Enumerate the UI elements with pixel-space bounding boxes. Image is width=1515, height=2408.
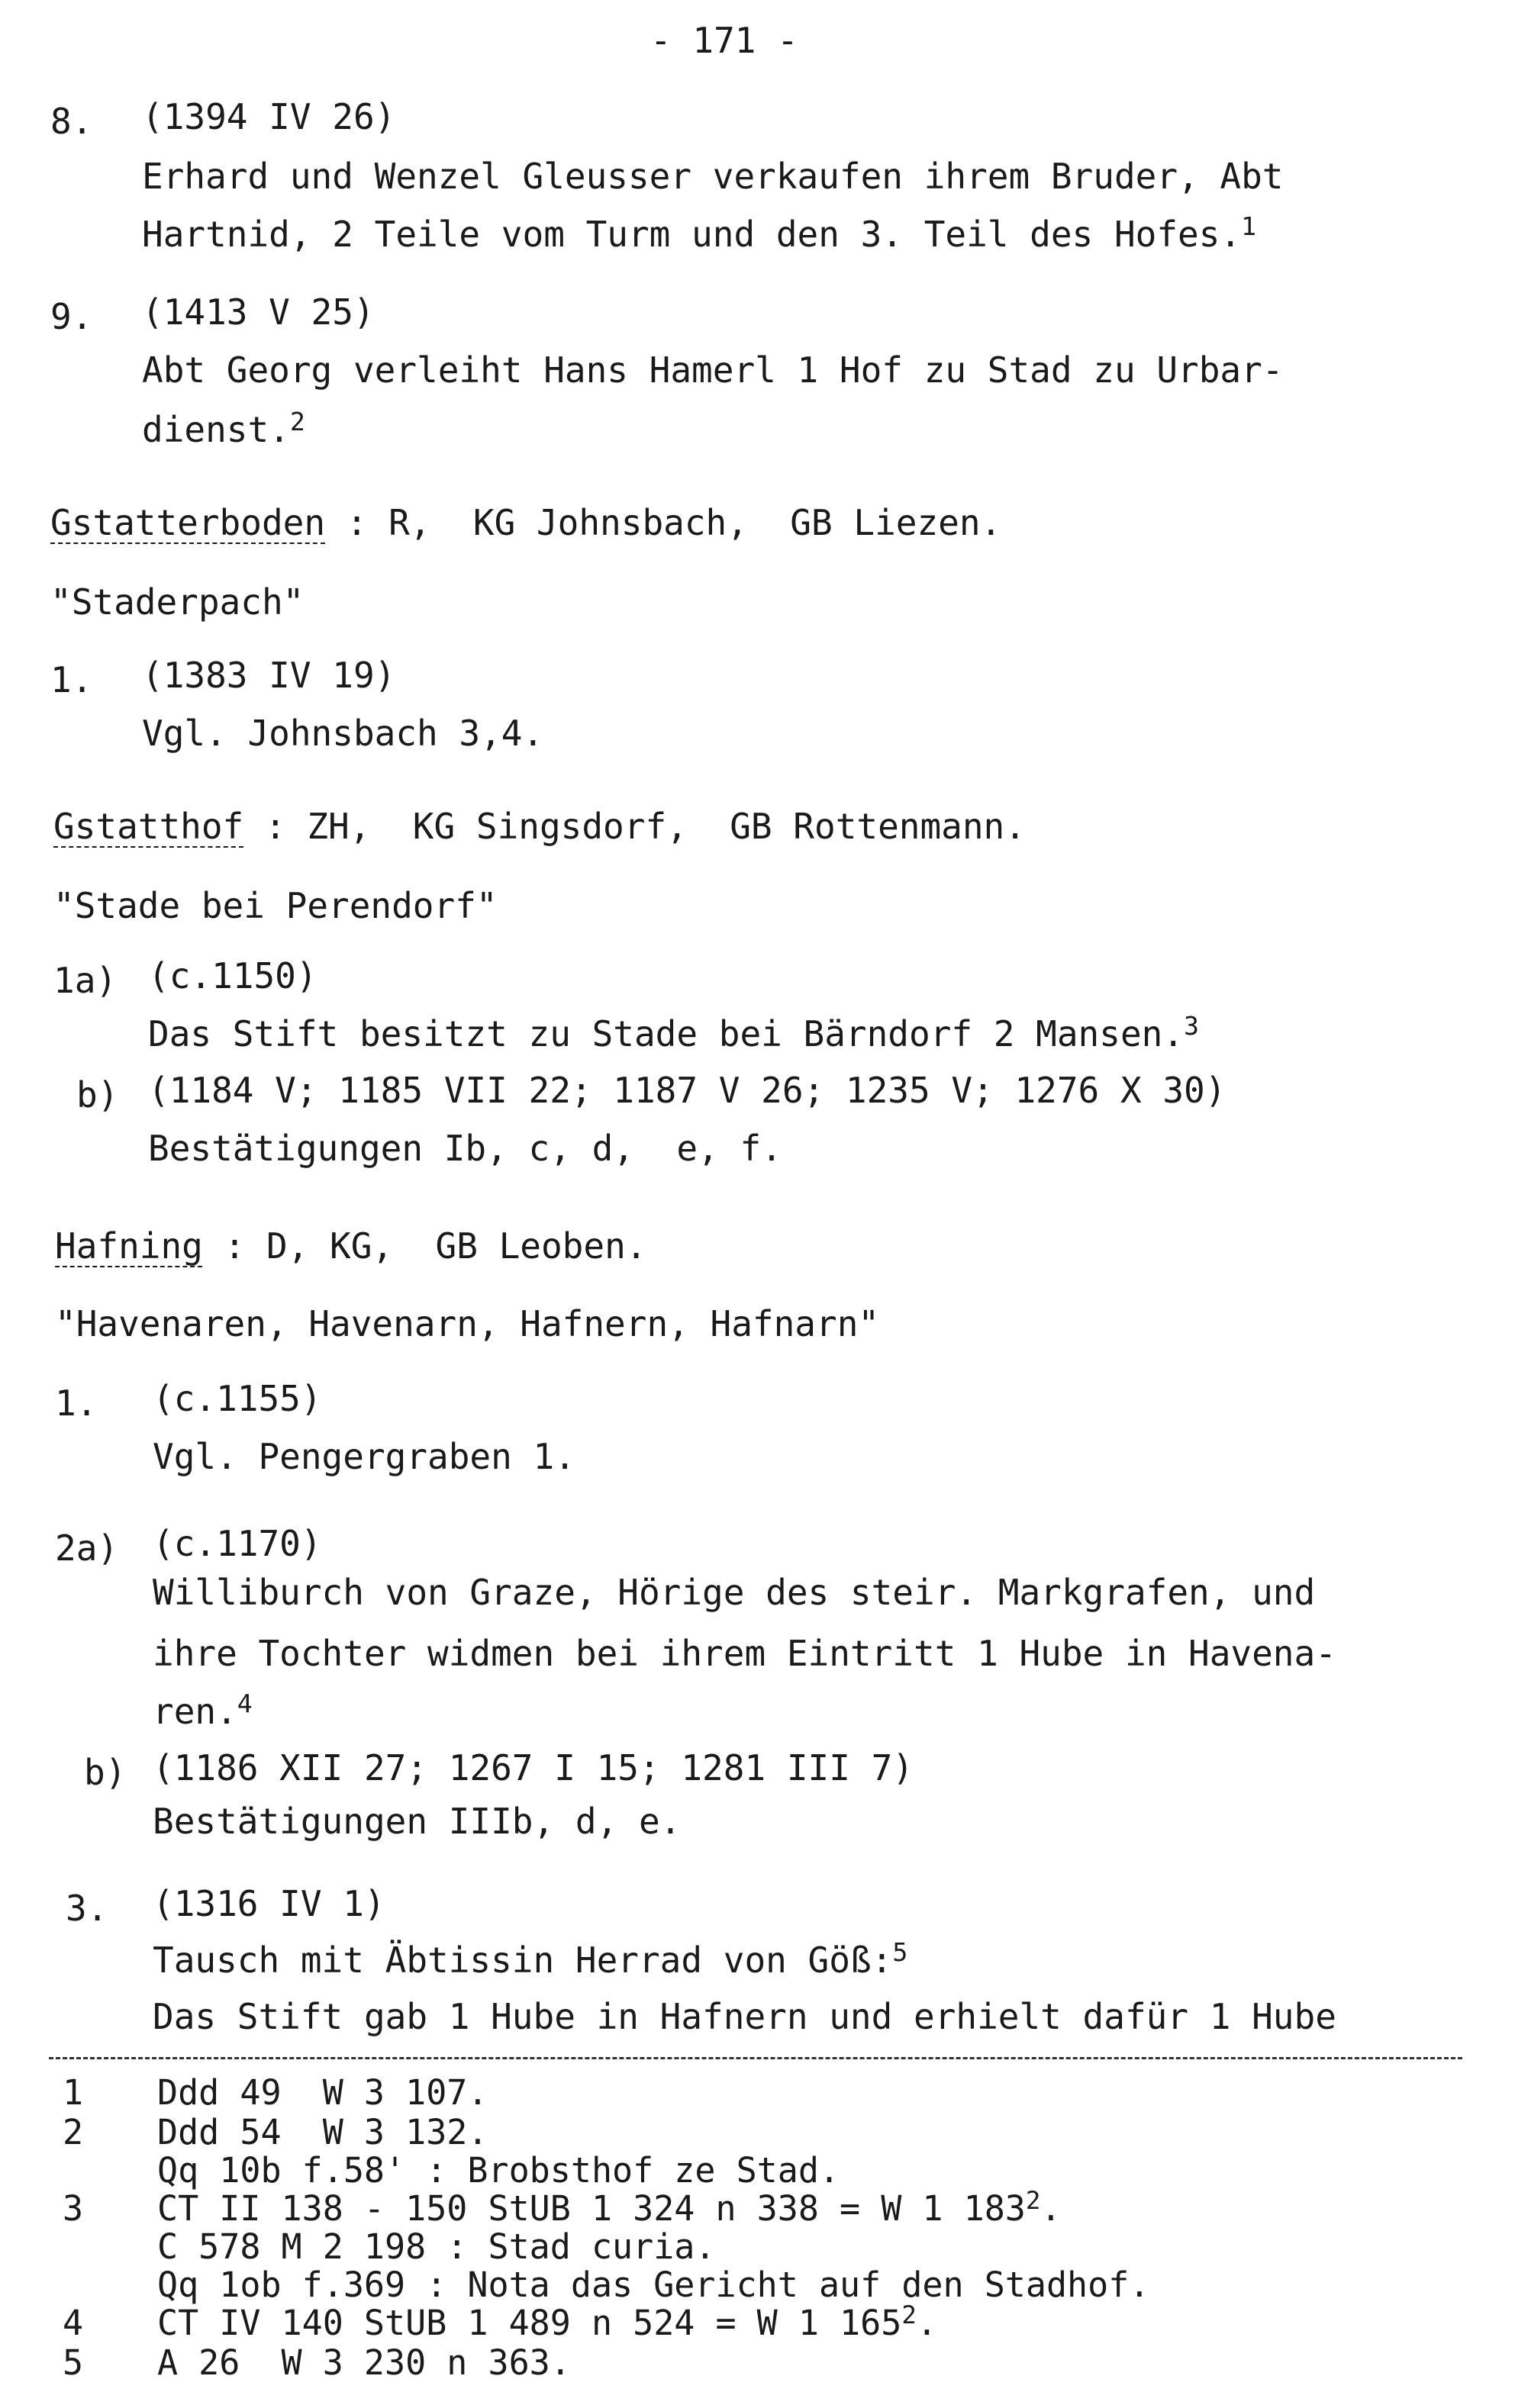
- entry-text: [142, 407, 305, 450]
- footnote-ref: 2: [289, 407, 305, 437]
- footnote-text-main: CT II 138 - 150 StUB 1 324 n 338 = W 1 183: [157, 2188, 1026, 2229]
- footnote-ref: 5: [892, 1937, 908, 1968]
- entry-date: (1316 IV 1): [153, 1883, 385, 1924]
- entry-text-line: Hartnid, 2 Teile vom Turm und den 3. Teil des Hofes.: [142, 214, 1242, 255]
- footnote-text: [157, 2186, 1062, 2229]
- entry-text: Vgl. Johnsbach 3,4.: [142, 713, 544, 754]
- place-info: : R, KG Johnsbach, GB Liezen.: [325, 502, 1002, 543]
- entry-text: Das Stift gab 1 Hube in Hafnern und erhielt dafür 1 Hube: [153, 1996, 1336, 2037]
- footnote-text: [157, 2300, 937, 2343]
- place-name: Gstatthof: [53, 806, 244, 847]
- entry-text: ihre Tochter widmen bei ihrem Eintritt 1 Hube in Havena-: [153, 1633, 1336, 1674]
- entry-text: [142, 211, 1257, 255]
- entry-number: 1a): [53, 960, 118, 1001]
- footnote-sup: 2: [1025, 2186, 1041, 2216]
- footnote-number: 5: [63, 2342, 84, 2383]
- footnote-ref: 3: [1184, 1011, 1199, 1041]
- entry-date: (c.1170): [153, 1523, 322, 1564]
- entry-text: Bestätigungen Ib, c, d, e, f.: [148, 1128, 782, 1169]
- entry-date: (1394 IV 26): [142, 96, 396, 137]
- entry-number: 1.: [50, 659, 93, 700]
- entry-number: 3.: [66, 1888, 108, 1929]
- entry-date: (1413 V 25): [142, 291, 375, 333]
- entry-text-line: Das Stift besitzt zu Stade bei Bärndorf 2 Mansen.: [148, 1013, 1185, 1054]
- footnote-number: 3: [63, 2188, 84, 2229]
- entry-date: (1186 XII 27; 1267 I 15; 1281 III 7): [153, 1747, 914, 1788]
- footnote-number: 2: [63, 2112, 84, 2152]
- entry-date: (c.1150): [148, 955, 318, 996]
- entry-text: [148, 1011, 1199, 1054]
- entry-date: (1383 IV 19): [142, 655, 396, 696]
- entry-text-line: ren.: [153, 1691, 237, 1732]
- entry-number: 8.: [50, 101, 93, 142]
- entry-number: 9.: [50, 296, 93, 337]
- place-heading: [55, 1225, 647, 1267]
- place-alias: "Staderpach": [50, 581, 305, 623]
- footnote-text-tail: .: [916, 2303, 937, 2343]
- entry-text: [153, 1937, 908, 1981]
- entry-number: b): [84, 1752, 127, 1793]
- entry-text: Erhard und Wenzel Gleusser verkaufen ihrem Bruder, Abt: [142, 156, 1284, 197]
- place-alias: "Havenaren, Havenarn, Hafnern, Hafnarn": [55, 1303, 880, 1344]
- footnote-text: Ddd 54 W 3 132.: [157, 2112, 488, 2152]
- entry-text: [153, 1688, 253, 1732]
- footnote-text: C 578 M 2 198 : Stad curia.: [157, 2226, 716, 2267]
- place-alias: "Stade bei Perendorf": [53, 885, 498, 926]
- footnote-text-main: CT IV 140 StUB 1 489 n 524 = W 1 165: [157, 2303, 902, 2343]
- footnote-text-tail: .: [1040, 2188, 1062, 2229]
- entry-number: 2a): [55, 1528, 119, 1569]
- entry-date: (c.1155): [153, 1378, 322, 1419]
- entry-number: b): [76, 1074, 119, 1115]
- entry-text: Williburch von Graze, Hörige des steir. Markgrafen, und: [153, 1572, 1316, 1613]
- place-info: : D, KG, GB Leoben.: [202, 1225, 647, 1267]
- entry-date: (1184 V; 1185 VII 22; 1187 V 26; 1235 V; 1276 X 30): [148, 1070, 1227, 1111]
- entry-text: Bestätigungen IIIb, d, e.: [153, 1801, 682, 1842]
- footnote-text: A 26 W 3 230 n 363.: [157, 2342, 571, 2383]
- footnote-number: 1: [63, 2072, 84, 2113]
- entry-text: Vgl. Pengergraben 1.: [153, 1436, 575, 1477]
- footnote-ref: 4: [237, 1688, 253, 1719]
- entry-number: 1.: [55, 1383, 98, 1424]
- entry-text-line: dienst.: [142, 409, 290, 450]
- page-number: - 171 -: [650, 20, 798, 61]
- footnote-text: Qq 10b f.58' : Brobsthof ze Stad.: [157, 2150, 840, 2191]
- footnote-ref: 1: [1241, 211, 1257, 242]
- place-heading: [50, 502, 1002, 543]
- entry-text: Abt Georg verleiht Hans Hamerl 1 Hof zu Stad zu Urbar-: [142, 349, 1284, 391]
- entry-text-line: Tausch mit Äbtissin Herrad von Göß:: [153, 1940, 893, 1981]
- place-info: : ZH, KG Singsdorf, GB Rottenmann.: [243, 806, 1026, 847]
- place-heading: [53, 806, 1026, 847]
- footnote-sup: 2: [901, 2300, 917, 2330]
- footnote-text: Qq 1ob f.369 : Nota das Gericht auf den Stadhof.: [157, 2265, 1150, 2305]
- footnote-number: 4: [63, 2303, 84, 2343]
- footnote-separator: [49, 2057, 1462, 2059]
- place-name: Gstatterboden: [50, 502, 326, 543]
- place-name: Hafning: [55, 1225, 203, 1267]
- footnote-text: Ddd 49 W 3 107.: [157, 2072, 488, 2113]
